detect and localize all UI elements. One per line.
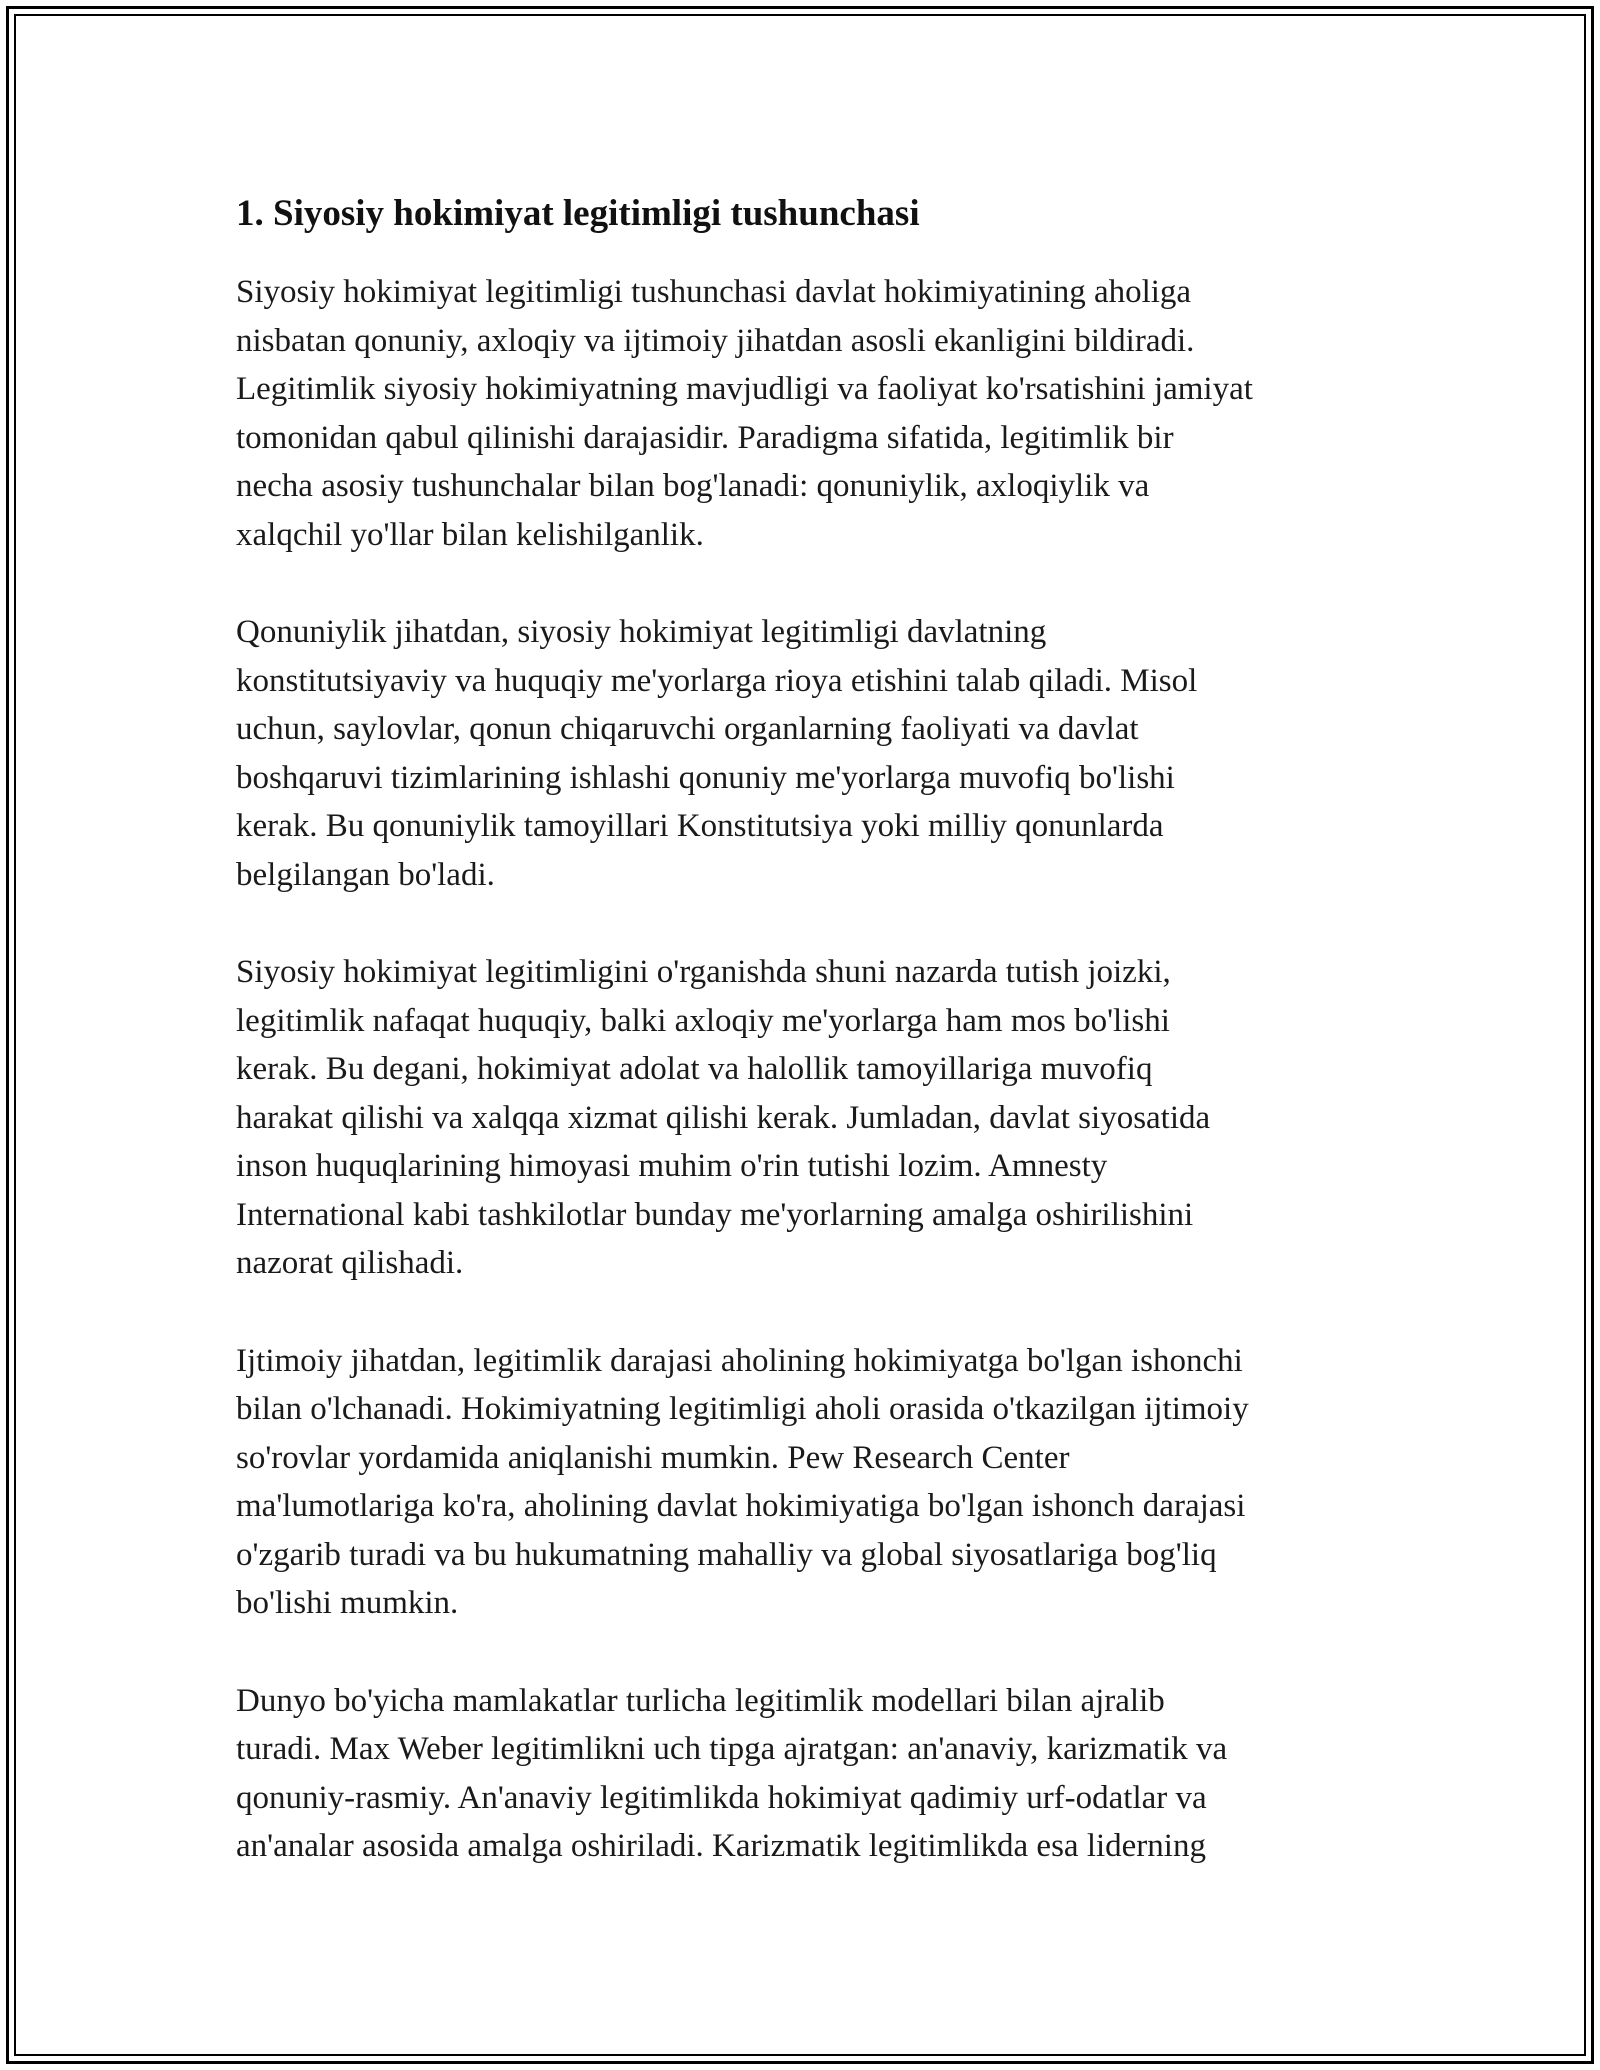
- text-line: turadi. Max Weber legitimlikni uch tipga ajratgan: an'anaviy, karizmatik va: [236, 1731, 1228, 1767]
- text-line: boshqaruvi tizimlarining ishlashi qonuniy me'yorlarga muvofiq bo'lishi: [236, 759, 1175, 796]
- text-line: Legitimlik siyosiy hokimiyatning mavjudligi va faoliyat ko'rsatishini jamiyat: [236, 371, 1253, 407]
- text-line: International kabi tashkilotlar bunday me'yorlarning amalga oshirilishini: [236, 1196, 1194, 1233]
- text-line: kerak. Bu degani, hokimiyat adolat va halollik tamoyillariga muvofiq: [236, 1051, 1153, 1087]
- text-line: qonuniy-rasmiy. An'anaviy legitimlikda hokimiyat qadimiy urf-odatlar va: [236, 1779, 1207, 1816]
- paragraph-morality: [236, 948, 1376, 1288]
- text-line: nazorat qilishadi.: [236, 1245, 464, 1281]
- text-line: harakat qilishi va xalqqa xizmat qilishi kerak. Jumladan, davlat siyosatida: [236, 1099, 1211, 1136]
- text-line: so'rovlar yordamida aniqlanishi mumkin. Pew Research Center: [236, 1439, 1070, 1476]
- text-line: Qonuniylik jihatdan, siyosiy hokimiyat legitimligi davlatning: [236, 614, 1047, 650]
- text-line: bilan o'lchanadi. Hokimiyatning legitimligi aholi orasida o'tkazilgan ijtimoiy: [236, 1391, 1249, 1427]
- text-line: bo'lishi mumkin.: [236, 1585, 459, 1621]
- text-line: konstitutsiyaviy va huquqiy me'yorlarga rioya etishini talab qiladi. Misol: [236, 662, 1198, 699]
- text-line: nisbatan qonuniy, axloqiy va ijtimoiy jihatdan asosli ekanligini bildiradi.: [236, 322, 1195, 359]
- text-line: kerak. Bu qonuniylik tamoyillari Konstitutsiya yoki milliy qonunlarda: [236, 808, 1164, 844]
- text-line: Siyosiy hokimiyat legitimligini o'rganishda shuni nazarda tutish joizki,: [236, 954, 1171, 990]
- text-line: an'analar asosida amalga oshiriladi. Karizmatik legitimlikda esa liderning: [236, 1828, 1206, 1864]
- text-line: Siyosiy hokimiyat legitimligi tushunchasi davlat hokimiyatining aholiga: [236, 274, 1192, 310]
- text-line: inson huquqlarining himoyasi muhim o'rin tutishi lozim. Amnesty: [236, 1148, 1108, 1184]
- text-line: xalqchil yo'llar bilan kelishilganlik.: [236, 516, 704, 553]
- text-line: o'zgarib turadi va bu hukumatning mahalliy va global siyosatlariga bog'liq: [236, 1536, 1217, 1573]
- document-body: [236, 186, 1376, 1920]
- paragraph-social: [236, 1337, 1376, 1628]
- paragraph-weber-models: [236, 1677, 1376, 1871]
- text-line: tomonidan qabul qilinishi darajasidir. Paradigma sifatida, legitimlik bir: [236, 419, 1174, 456]
- text-line: belgilangan bo'ladi.: [236, 856, 495, 893]
- text-line: necha asosiy tushunchalar bilan bog'lanadi: qonuniylik, axloqiylik va: [236, 468, 1150, 504]
- text-line: Ijtimoiy jihatdan, legitimlik darajasi aholining hokimiyatga bo'lgan ishonchi: [236, 1342, 1243, 1379]
- text-line: Dunyo bo'yicha mamlakatlar turlicha legitimlik modellari bilan ajralib: [236, 1682, 1165, 1719]
- section-heading: 1. Siyosiy hokimiyat legitimligi tushunchasi: [236, 193, 920, 234]
- paragraph-definition: [236, 268, 1376, 559]
- paragraph-legality: [236, 608, 1376, 899]
- text-line: ma'lumotlariga ko'ra, aholining davlat hokimiyatiga bo'lgan ishonch darajasi: [236, 1488, 1246, 1524]
- text-line: legitimlik nafaqat huquqiy, balki axloqiy me'yorlarga ham mos bo'lishi: [236, 1002, 1170, 1039]
- text-line: uchun, saylovlar, qonun chiqaruvchi organlarning faoliyati va davlat: [236, 711, 1139, 747]
